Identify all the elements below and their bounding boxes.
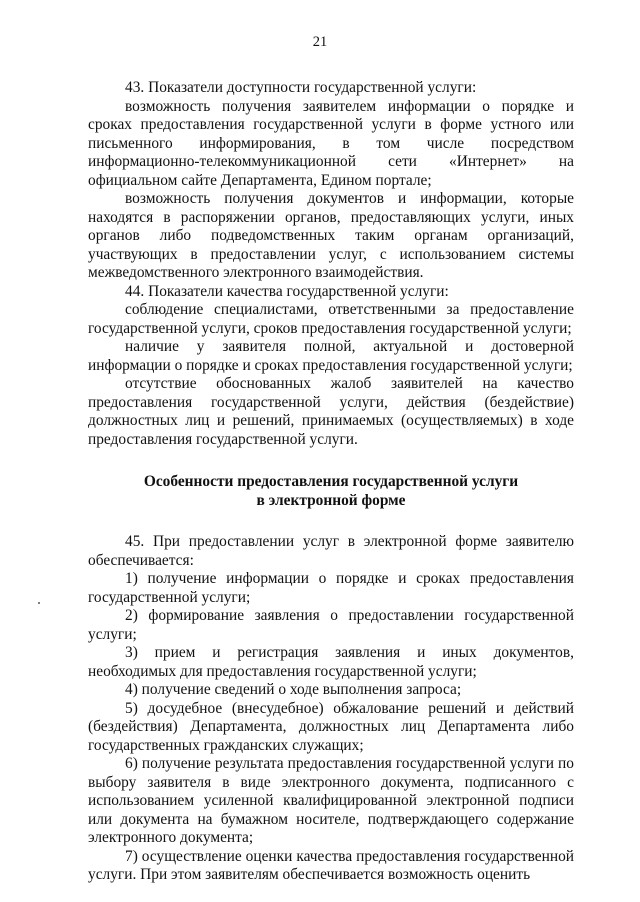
paragraph-45-item-5: 5) досудебное (внесудебное) обжалование решений и действий (бездействия) Департамента, должностных лиц Департамента либо государственных гражданских служащих; (88, 699, 574, 754)
scan-speck (38, 602, 40, 604)
paragraph-45-item-4: 4) получение сведений о ходе выполнения запроса; (125, 681, 462, 698)
paragraph-45-item-6: 6) получение результата предоставления государственной услуги по выбору заявителя в виде электронного документа, подписанного с использованием усиленной квалифицированной электронной подписи или документа на бумажном носителе, подтверждающего содержание электронного документа; (88, 755, 574, 846)
paragraph-45-item-3: 3) прием и регистрация заявления и иных документов, необходимых для предоставления государственной услуги; (88, 644, 574, 680)
paragraph-43-item-1: возможность получения заявителем информации о порядке и сроках предоставления государственной услуги в форме устного или письменного информирования, в том числе посредством информационно-телекоммуникационной сети «Интернет» на официальном сайте Департамента, Едином портале; (88, 97, 574, 189)
paragraph-45-item-7: 7) осуществление оценки качества предоставления государственной услуги. При этом заявителям обеспечивается возможность оценить (88, 847, 574, 883)
section-heading-line-2: в электронной форме (256, 491, 406, 509)
paragraph-44-item-2: наличие у заявителя полной, актуальной и достоверной информации о порядке и сроках предоставления государственной услуги; (88, 338, 574, 374)
page-number: 21 (312, 34, 328, 50)
paragraph-43-title: 43. Показатели доступности государственной услуги: (125, 79, 477, 96)
paragraph-44-item-3: отсутствие обоснованных жалоб заявителей на качество предоставления государственной услуги, действия (бездействие) должностных лиц и решений, принимаемых (осуществляемых) в ходе предоставления государственной услуги. (88, 375, 574, 448)
paragraph-43-item-2: возможность получения документов и информации, которые находятся в распоряжении органов, предоставляющих услуги, иных органов либо подведомственных таким органам организаций, участвующих в предоставлении услуг, с использованием системы межведомственного электронного взаимодействия. (88, 190, 574, 281)
paragraph-44-item-1: соблюдение специалистами, ответственными за предоставление государственной услуги, сроков предоставления государственной услуги; (88, 301, 574, 337)
document-body (88, 79, 574, 885)
paragraph-45-title: 45. При предоставлении услуг в электронной форме заявителю обеспечивается: (88, 533, 574, 569)
paragraph-45-item-2: 2) формирование заявления о предоставлении государственной услуги; (88, 607, 574, 643)
paragraph-44-title: 44. Показатели качества государственной услуги: (125, 282, 449, 300)
section-heading (88, 473, 574, 510)
section-heading-line-1: Особенности предоставления государственной услуги (143, 473, 519, 490)
paragraph-45-item-1: 1) получение информации о порядке и сроках предоставления государственной услуги; (88, 570, 574, 606)
